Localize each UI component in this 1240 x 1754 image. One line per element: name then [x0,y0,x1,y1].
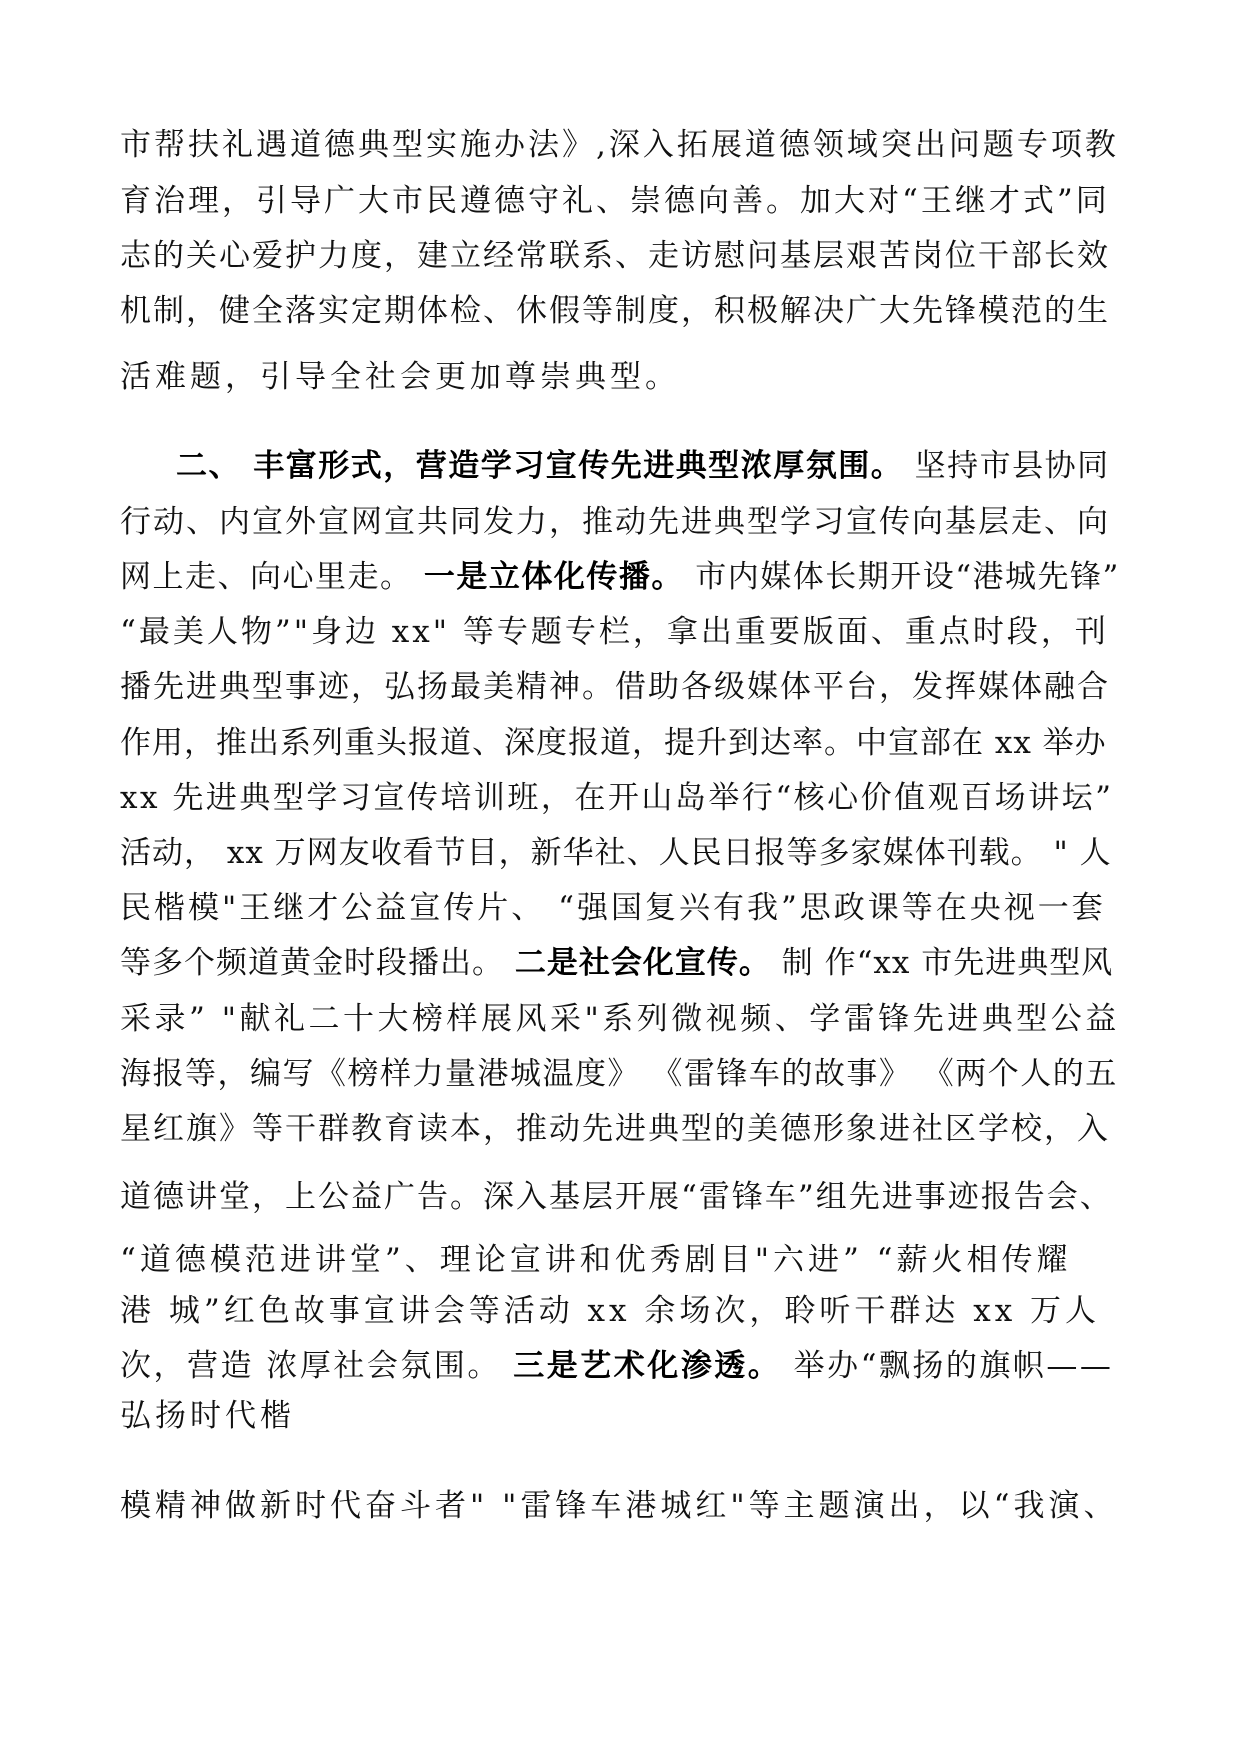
line3-text-a: 网上走、向心里走。 [120,559,424,595]
paragraph1-line-2: 育治理，引导广大市民遵德守礼、崇德向善。加大对“王继才式”同 [120,183,1110,219]
paragraph1-line-4: 机制，健全落实定期体检、休假等制度，积极解决广大先锋模范的生 [120,293,1110,329]
section-heading: 二、 丰富形式，营造学习宣传先进典型浓厚氛围。 [176,448,904,484]
paragraph2-line-1 [176,446,1110,486]
line3-text-c: 市内媒体长期开设“港城先锋” [683,559,1120,595]
paragraph2-line-14: 道德讲堂，上公益广告。深入基层开展“雷锋车”组先进事迹报告会、 [120,1179,1113,1215]
paragraph2-line-3 [120,557,1120,597]
paragraph2-line-18: 弘扬时代楷 [120,1398,295,1434]
paragraph2-line-11: 采录” "献礼二十大榜样展风采"系列微视频、学雷锋先进典型公益 [120,1001,1120,1037]
paragraph2-line-2: 行动、内宣外宣网宣共同发力，推动先进典型学习宣传向基层走、向 [120,504,1110,540]
paragraph1-line-5: 活难题，引导全社会更加尊崇典型。 [120,359,680,395]
line10-text-c: 制 作“xx 市先进典型风 [770,945,1114,981]
subheading-2: 二是社会化宣传。 [514,945,771,981]
paragraph2-line-7: xx 先进典型学习宣传培训班，在开山岛举行“核心价值观百场讲坛” [120,780,1114,816]
section-heading-tail: 坚持市县协同 [903,448,1110,484]
paragraph2-line-4: “最美人物”"身边 xx" 等专题专栏，拿出重要版面、重点时段，刊 [120,614,1109,650]
paragraph2-line-16: 港 城”红色故事宣讲会等活动 xx 余场次，聆听干群达 xx 万人 [120,1293,1101,1329]
paragraph2-line-17 [120,1346,1113,1386]
paragraph2-line-8: 活动， xx 万网友收看节目，新华社、人民日报等多家媒体刊载。 " 人 [120,835,1112,871]
paragraph2-line-9: 民楷模"王继才公益宣传片、 “强国复兴有我”思政课等在央视一套 [120,890,1106,926]
subheading-3: 三是艺术化渗透。 [513,1348,782,1384]
paragraph1-line-3: 志的关心爱护力度，建立经常联系、走访慰问基层艰苦岗位干部长效 [120,238,1110,274]
subheading-1: 一是立体化传播。 [423,559,684,595]
paragraph2-line-5: 播先进典型事迹，弘扬最美精神。借助各级媒体平台，发挥媒体融合 [120,669,1110,705]
paragraph2-line-13: 星红旗》等干群教育读本，推动先进典型的美德形象进社区学校，入 [120,1111,1110,1147]
paragraph2-line-19: 模精神做新时代奋斗者" "雷锋车港城红"等主题演出，以“我演、 [120,1488,1119,1524]
paragraph2-line-6: 作用，推出系列重头报道、深度报道，提升到达率。中宣部在 xx 举办 [120,725,1107,761]
line17-text-a: 次，营造 浓厚社会氛围。 [120,1348,514,1384]
paragraph2-line-10 [120,943,1113,983]
paragraph2-line-12: 海报等，编写《榜样力量港城温度》 《雷锋车的故事》 《两个人的五 [120,1056,1118,1092]
line10-text-a: 等多个频道黄金时段播出。 [120,945,515,981]
line17-text-c: 举办“飘扬的旗帜—— [781,1348,1114,1384]
paragraph1-line-1: 市帮扶礼遇道德典型实施办法》,深入拓展道德领域突出问题专项教 [120,127,1119,163]
paragraph2-line-15: “道德模范进讲堂”、理论宣讲和优秀剧目"六进” “薪火相传耀 [120,1242,1072,1278]
